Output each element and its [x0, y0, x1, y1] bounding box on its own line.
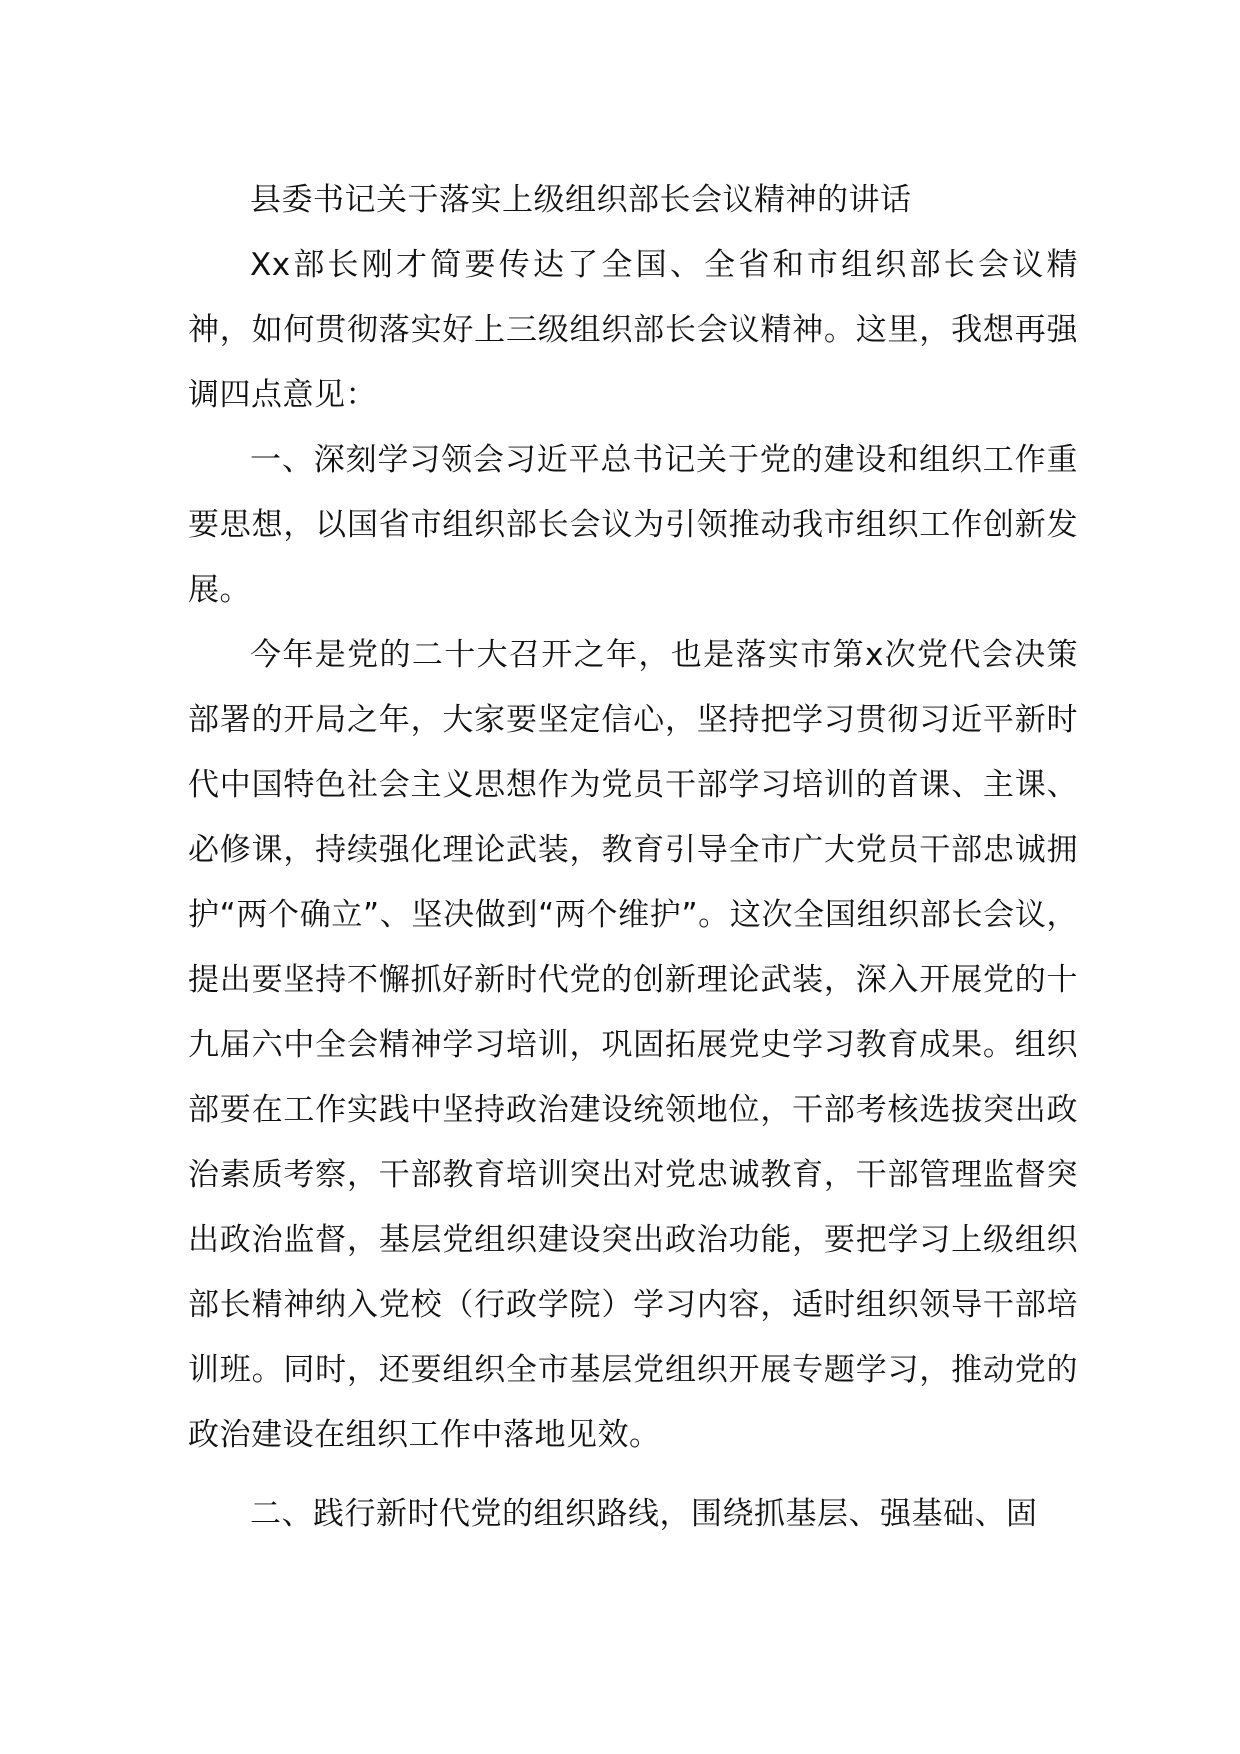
document-title: 县委书记关于落实上级组织部长会议精神的讲话 — [250, 182, 912, 218]
paragraph-section-one-heading: 一、深刻学习领会习近平总书记关于党的建设和组织工作重要思想，以国省市组织部长会议为引领推动我市组织工作创新发展。 — [188, 442, 1078, 608]
paragraph-section-two-heading: 二、践行新时代党的组织路线，围绕抓基层、强基础、固 — [250, 1496, 1038, 1532]
paragraph-section-one-body: 今年是党的二十大召开之年，也是落实市第x次党代会决策部署的开局之年，大家要坚定信心，坚持把学习贯彻习近平新时代中国特色社会主义思想作为党员干部学习培训的首课、主课、必修课，持续强化理论武装，教育引导全市广大党员干部忠诚拥护“两个确立”、坚决做到“两个维护”。这次全国组织部长会议，提出要坚持不懈抓好新时代党的创新理论武装，深入开展党的十九届六中全会精神学习培训，巩固拓展党史学习教育成果。组织部要在工作实践中坚持政治建设统领地位，干部考核选拔突出政治素质考察，干部教育培训突出对党忠诚教育，干部管理监督突出政治监督，基层党组织建设突出政治功能，要把学习上级组织部长精神纳入党校（行政学院）学习内容，适时组织领导干部培训班。同时，还要组织全市基层党组织开展专题学习，推动党的政治建设在组织工作中落地见效。 — [188, 637, 1078, 1453]
paragraph-intro: Xx部长刚才简要传达了全国、全省和市组织部长会议精神，如何贯彻落实好上三级组织部长会议精神。这里，我想再强调四点意见： — [188, 247, 1078, 413]
document-body — [188, 168, 1078, 1547]
